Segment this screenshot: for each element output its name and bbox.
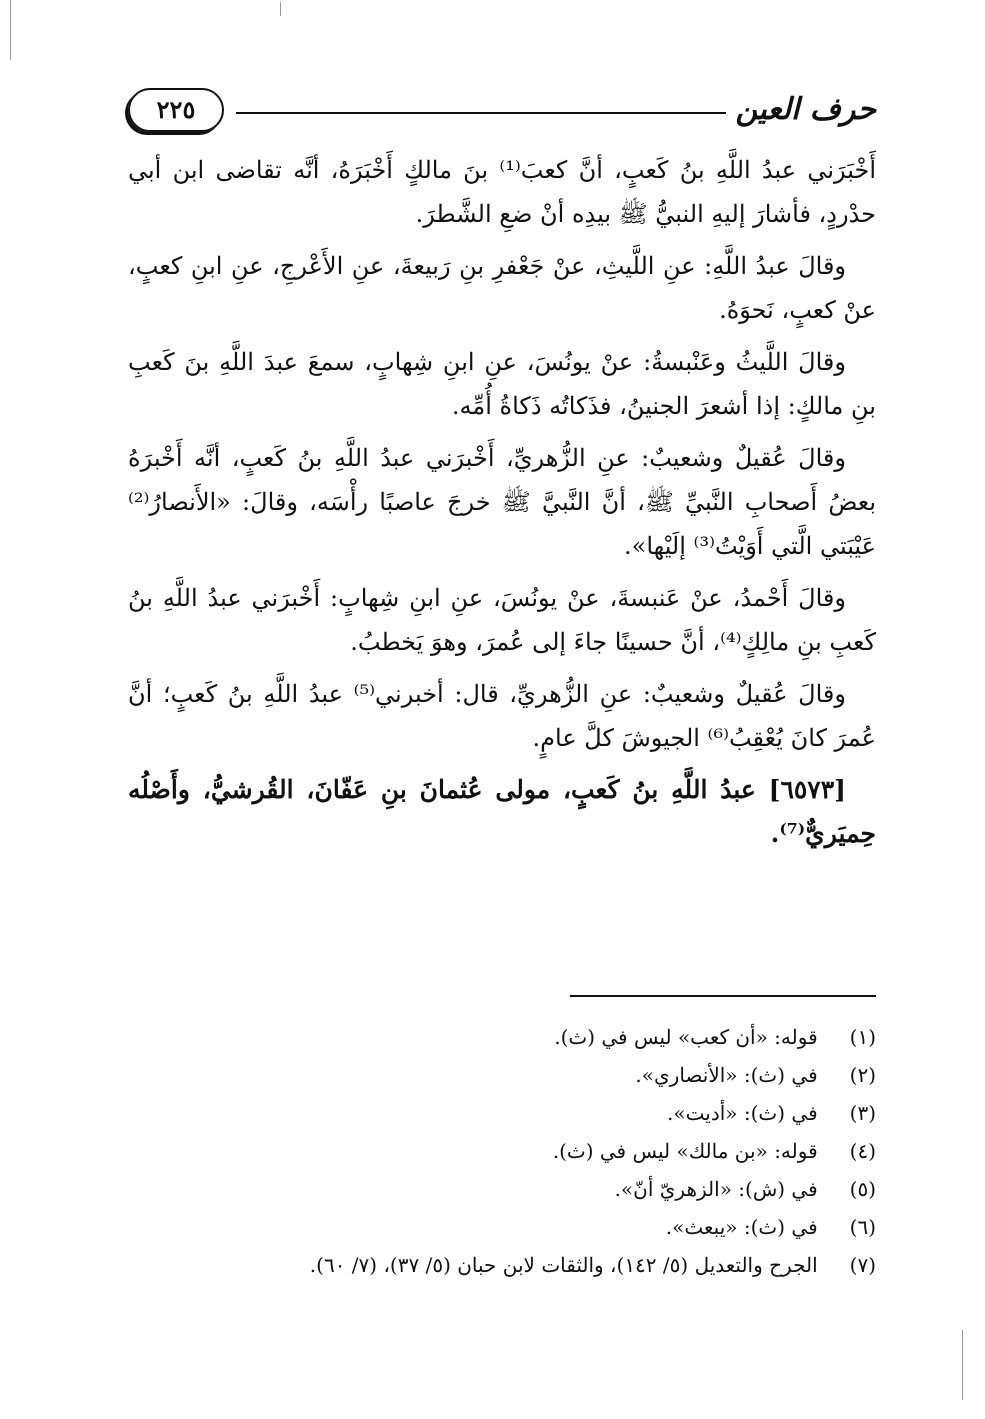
paragraph: وقالَ عُقيلٌ وشعيبٌ: عنِ الزُّهريِّ، قال: أخبرني⁽⁵⁾ عبدُ اللَّهِ بنُ كَعبٍ؛ أنَّ عُمرَ كانَ يُعْقِبُ⁽⁶⁾ الجيوشَ كلَّ عامٍ. bbox=[128, 680, 876, 752]
footnote-number: (٣) bbox=[849, 1101, 876, 1125]
footnote-item bbox=[128, 1170, 876, 1208]
page-number: ٢٢٥ bbox=[128, 88, 224, 132]
paragraph: وقالَ عُقيلٌ وشعيبٌ: عنِ الزُّهريِّ، أَخْبرَني عبدُ اللَّهِ بنُ كَعبٍ، أنَّه أَخْبرَهُ بعضُ أَصحابِ النَّبيِّ ﷺ، أنَّ النَّبيَّ ﷺ خرجَ عاصبًا رأْسَه، وقالَ: «الأَنصارُ⁽²⁾ عَيْبَتي الَّتي أَوَيْتُ⁽³⁾ إلَيْها». bbox=[128, 444, 876, 560]
header-rule bbox=[236, 112, 726, 114]
footnote-item bbox=[128, 1094, 876, 1132]
footnotes bbox=[128, 1018, 876, 1284]
entry-heading: [٦٥٧٣] عبدُ اللَّهِ بنُ كَعبٍ، مولى عُثمانَ بنِ عَفّانَ، القُرشيُّ، وأَصْلُه حِميَريٌّ⁽⁷⁾. bbox=[128, 775, 876, 848]
scan-edge-mark bbox=[10, 0, 11, 60]
footnote-text: قوله: «بن مالك» ليس في (ث). bbox=[552, 1139, 818, 1163]
footnote-number: (٥) bbox=[849, 1177, 876, 1201]
scan-edge-mark bbox=[280, 2, 281, 16]
footnote-number: (٢) bbox=[849, 1063, 876, 1087]
page-header bbox=[128, 86, 876, 142]
footnote-separator bbox=[570, 995, 876, 997]
paragraph: وقالَ عبدُ اللَّهِ: عنِ اللَّيثِ، عنْ جَعْفرِ بنِ رَبيعةَ، عنِ الأَعْرجِ، عنِ ابنِ كعبٍ، عنْ كعبٍ، نَحوَهُ. bbox=[128, 252, 876, 324]
scan-edge-mark bbox=[962, 1330, 963, 1400]
running-title: حرف العين bbox=[735, 92, 876, 127]
footnote-number: (١) bbox=[849, 1025, 876, 1049]
footnote-number: (٧) bbox=[849, 1253, 876, 1277]
paragraph: وقالَ اللَّيثُ وعَنْبسةُ: عنْ يونُسَ، عنِ ابنِ شِهابٍ، سمعَ عبدَ اللَّهِ بنَ كَعبِ بنِ مالكٍ: إذا أشعرَ الجنينُ، فذَكاتُه ذَكاةُ أُمِّه. bbox=[128, 348, 876, 420]
footnote-item bbox=[128, 1018, 876, 1056]
paragraph: أَخْبَرَني عبدُ اللَّهِ بنُ كَعبٍ، أنَّ كعبَ⁽¹⁾ بنَ مالكٍ أَخْبَرَهُ، أنَّه تقاضى ابن أبي حدْردٍ، فأشارَ إليهِ النبيُّ ﷺ بيدِه أنْ ضعِ الشَّطرَ. bbox=[128, 156, 876, 228]
main-text bbox=[128, 148, 876, 864]
footnote-text: في (ث): «أديت». bbox=[667, 1101, 818, 1125]
paragraph: وقالَ أَحْمدُ، عنْ عَنبسةَ، عنْ يونُسَ، عنِ ابنِ شِهابٍ: أَخْبرَني عبدُ اللَّهِ بنُ كَعبِ بنِ مالِكٍ⁽⁴⁾، أنَّ حسينًا جاءَ إلى عُمرَ، وهوَ يَخطبُ. bbox=[128, 584, 876, 656]
footnote-item bbox=[128, 1246, 876, 1284]
footnote-text: الجرح والتعديل (٥/ ١٤٢)، والثقات لابن حبان (٥/ ٣٧)، (٧/ ٦٠). bbox=[309, 1253, 818, 1277]
footnote-text: في (ش): «الزهريّ أنّ». bbox=[614, 1177, 818, 1201]
footnote-number: (٤) bbox=[849, 1139, 876, 1163]
footnote-number: (٦) bbox=[849, 1215, 876, 1239]
footnote-item bbox=[128, 1056, 876, 1094]
footnote-text: في (ث): «يبعث». bbox=[665, 1215, 818, 1239]
footnote-text: قوله: «أن كعب» ليس في (ث). bbox=[554, 1025, 818, 1049]
footnote-text: في (ث): «الأنصاري». bbox=[635, 1063, 818, 1087]
footnote-item bbox=[128, 1208, 876, 1246]
footnote-item bbox=[128, 1132, 876, 1170]
